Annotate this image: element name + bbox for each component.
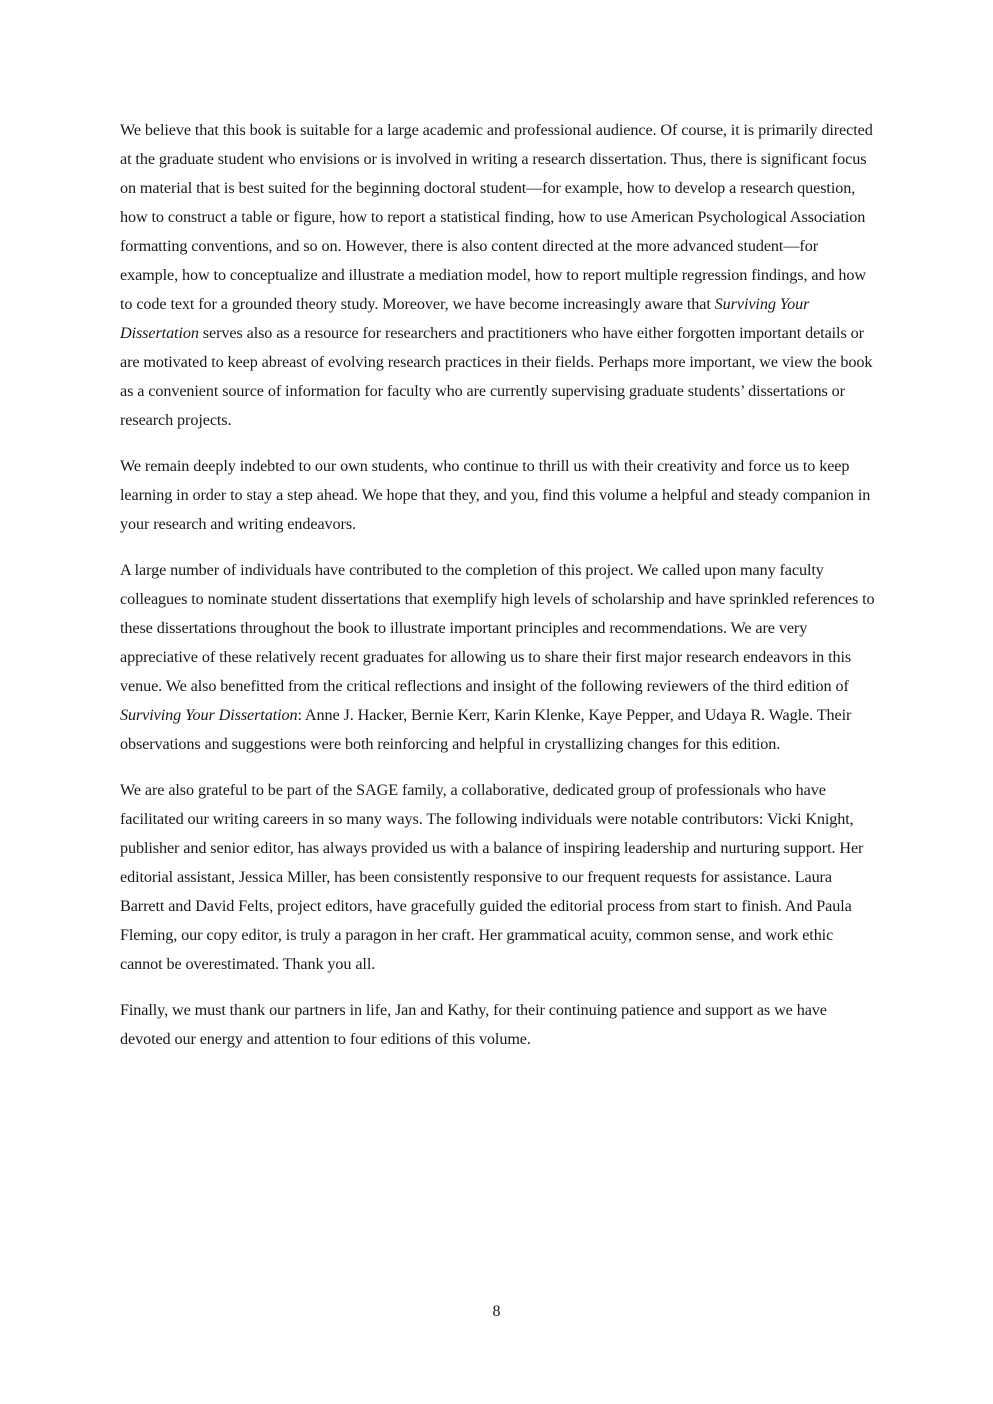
paragraph-audience-text-1: We believe that this book is suitable for a large academic and professional audience. Of course, it is primarily directed at the graduate student who envisions or is involved in writing a research dissertation. Thus, there is significant focus on material that is best suited for the beginning doctoral student—for example, how to develop a research question, how to construct a table or figure, how to report a statistical finding, how to use American Psychological Association formatting conventions, and so on. However, there is also content directed at the more advanced student—for example, how to conceptualize and illustrate a mediation model, how to report multiple regression findings, and how to code text for a grounded theory study. Moreover, we have become increasingly aware that <box>120 121 873 313</box>
page-body <box>120 116 875 1071</box>
book-title-italic: Surviving Your Dissertation <box>120 295 810 342</box>
paragraph-partners: Finally, we must thank our partners in life, Jan and Kathy, for their continuing patience and support as we have devoted our energy and attention to four editions of this volume. <box>120 1001 827 1048</box>
paragraph-audience-text-2: serves also as a resource for researchers and practitioners who have either forgotten important details or are motivated to keep abreast of evolving research practices in their fields. Perhaps more important, we view the book as a convenient source of information for faculty who are currently supervising graduate students’ dissertations or research projects. <box>120 324 873 429</box>
paragraph-contributors-text-2: : Anne J. Hacker, Bernie Kerr, Karin Klenke, Kaye Pepper, and Udaya R. Wagle. Their observations and suggestions were both reinforcing and helpful in crystallizing changes for this edition. <box>120 706 852 753</box>
paragraph-contributors <box>120 556 875 759</box>
book-title-italic: Surviving Your Dissertation <box>120 706 298 724</box>
paragraph-contributors-text-1: A large number of individuals have contributed to the completion of this project. We called upon many faculty colleagues to nominate student dissertations that exemplify high levels of scholarship and have sprinkled references to these dissertations throughout the book to illustrate important principles and recommendations. We are very appreciative of these relatively recent graduates for allowing us to share their first major research endeavors in this venue. We also benefitted from the critical reflections and insight of the following reviewers of the third edition of <box>120 561 875 695</box>
paragraph-audience <box>120 116 875 435</box>
paragraph-sage: We are also grateful to be part of the SAGE family, a collaborative, dedicated group of professionals who have facilitated our writing careers in so many ways. The following individuals were notable contributors: Vicki Knight, publisher and senior editor, has always provided us with a balance of inspiring leadership and nurturing support. Her editorial assistant, Jessica Miller, has been consistently responsive to our frequent requests for assistance. Laura Barrett and David Felts, project editors, have gracefully guided the editorial process from start to finish. And Paula Fleming, our copy editor, is truly a paragon in her craft. Her grammatical acuity, common sense, and work ethic cannot be overestimated. Thank you all. <box>120 781 864 973</box>
paragraph-students: We remain deeply indebted to our own students, who continue to thrill us with their creativity and force us to keep learning in order to stay a step ahead. We hope that they, and you, find this volume a helpful and steady companion in your research and writing endeavors. <box>120 457 871 533</box>
page-number: 8 <box>492 1303 501 1320</box>
